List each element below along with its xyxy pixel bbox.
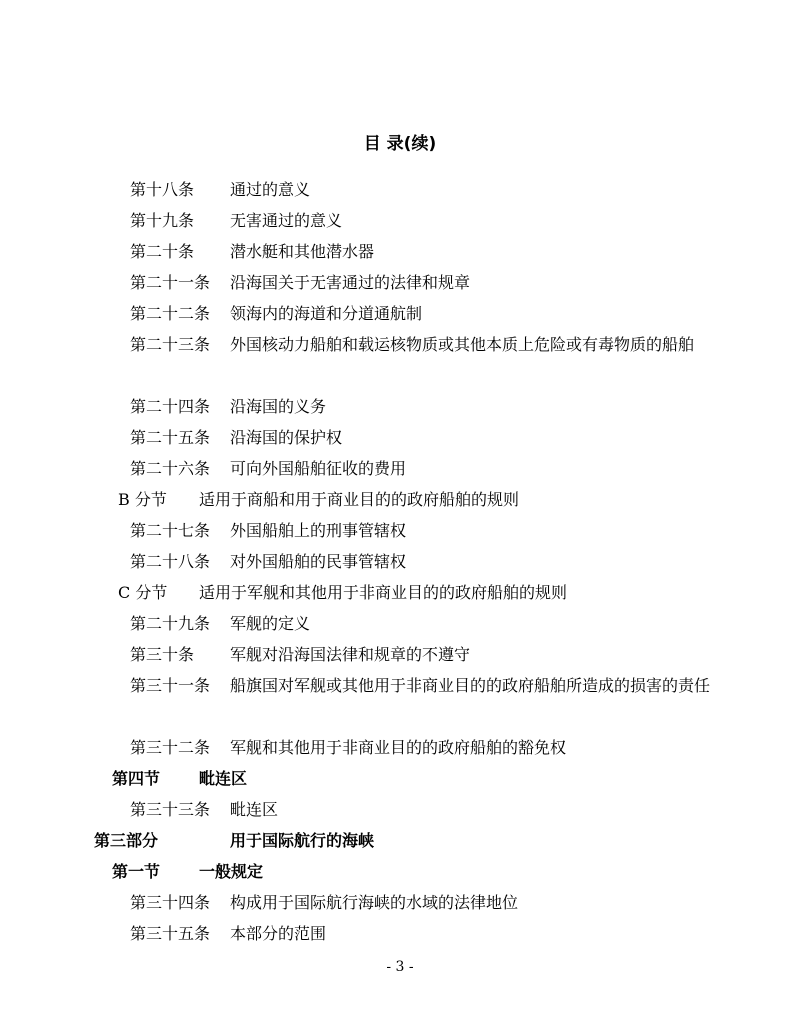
toc-entry-number: B 分节 (118, 490, 167, 509)
toc-entry-article (0, 267, 800, 298)
toc-entry-section (0, 763, 800, 794)
toc-entry-subsection (0, 484, 800, 515)
toc-entry-title: 无害通过的意义 (230, 211, 343, 230)
toc-entry-article (0, 887, 800, 918)
toc-entry-title: 领海内的海道和分道通航制 (230, 304, 423, 323)
toc-entry-title: 适用于商船和用于商业目的的政府船舶的规则 (199, 490, 520, 509)
toc-entry-title: 构成用于国际航行海峡的水域的法律地位 (230, 893, 519, 912)
toc-entry-number: 第二十七条 (130, 521, 211, 540)
toc-entry-article (0, 639, 800, 670)
toc-entry-title: 用于国际航行的海峡 (230, 831, 375, 850)
toc-entry-article (0, 918, 800, 949)
page-number: - 3 - (386, 959, 414, 975)
toc-entry-number: 第三部分 (94, 831, 159, 850)
toc-entry-title: 毗连区 (199, 769, 248, 788)
toc-entry-title: 船旗国对军舰或其他用于非商业目的的政府船舶所造成的损害的责任 (230, 676, 711, 695)
toc-entry-number: 第三十四条 (130, 893, 211, 912)
toc-entry-number: 第二十二条 (130, 304, 211, 323)
toc-entry-title: 潜水艇和其他潜水器 (230, 242, 375, 261)
toc-entry-title: 适用于军舰和其他用于非商业目的的政府船舶的规则 (199, 583, 568, 602)
toc-entry-article (0, 608, 800, 639)
toc-entry-number: 第一节 (112, 862, 161, 881)
toc-entry-title: 沿海国关于无害通过的法律和规章 (230, 273, 471, 292)
toc-entry-number: 第二十四条 (130, 397, 211, 416)
toc-entry-article (0, 670, 800, 732)
toc-entry-title: 本部分的范围 (230, 924, 327, 943)
toc-entry-article (0, 174, 800, 205)
toc-entry-title: 沿海国的保护权 (230, 428, 343, 447)
toc-entry-number: 第三十条 (130, 645, 195, 664)
toc-entry-article (0, 205, 800, 236)
toc-entry-title: 对外国船舶的民事管辖权 (230, 552, 407, 571)
toc-entry-number: 第二十条 (130, 242, 195, 261)
toc-entry-part (0, 825, 800, 856)
toc-entry-number: 第三十二条 (130, 738, 211, 757)
toc-entry-number: 第二十六条 (130, 459, 211, 478)
toc-entry-title: 毗连区 (230, 800, 279, 819)
toc-entry-title: 军舰和其他用于非商业目的的政府船舶的豁免权 (230, 738, 567, 757)
toc-entry-article (0, 391, 800, 422)
toc-entry-number: 第三十三条 (130, 800, 211, 819)
toc-entry-number: 第二十三条 (130, 335, 211, 354)
toc-entry-title: 沿海国的义务 (230, 397, 327, 416)
toc-entry-article (0, 329, 800, 391)
toc-entry-article (0, 422, 800, 453)
table-of-contents (0, 174, 800, 949)
toc-entry-subsection (0, 577, 800, 608)
toc-entry-section (0, 856, 800, 887)
toc-entry-number: 第二十九条 (130, 614, 211, 633)
toc-entry-article (0, 546, 800, 577)
toc-entry-article (0, 515, 800, 546)
toc-entry-number: 第二十一条 (130, 273, 211, 292)
toc-entry-number: 第三十五条 (130, 924, 211, 943)
toc-entry-number: 第二十八条 (130, 552, 211, 571)
toc-entry-number: 第四节 (112, 769, 161, 788)
toc-entry-number: 第三十一条 (130, 676, 211, 695)
toc-entry-article (0, 794, 800, 825)
toc-entry-article (0, 236, 800, 267)
toc-entry-number: 第十九条 (130, 211, 195, 230)
page-title: 目 录(续) (363, 134, 437, 154)
toc-entry-title: 通过的意义 (230, 180, 311, 199)
toc-entry-title: 军舰对沿海国法律和规章的不遵守 (230, 645, 471, 664)
toc-entry-title: 可向外国船舶征收的费用 (230, 459, 407, 478)
toc-entry-title: 外国船舶上的刑事管辖权 (230, 521, 407, 540)
toc-entry-number: 第十八条 (130, 180, 195, 199)
toc-entry-title: 一般规定 (199, 862, 264, 881)
toc-entry-number: C 分节 (118, 583, 168, 602)
toc-entry-title: 外国核动力船舶和载运核物质或其他本质上危险或有毒物质的船舶 (230, 335, 695, 354)
toc-entry-article (0, 453, 800, 484)
toc-entry-title: 军舰的定义 (230, 614, 311, 633)
toc-entry-number: 第二十五条 (130, 428, 211, 447)
toc-entry-article (0, 732, 800, 763)
toc-entry-article (0, 298, 800, 329)
